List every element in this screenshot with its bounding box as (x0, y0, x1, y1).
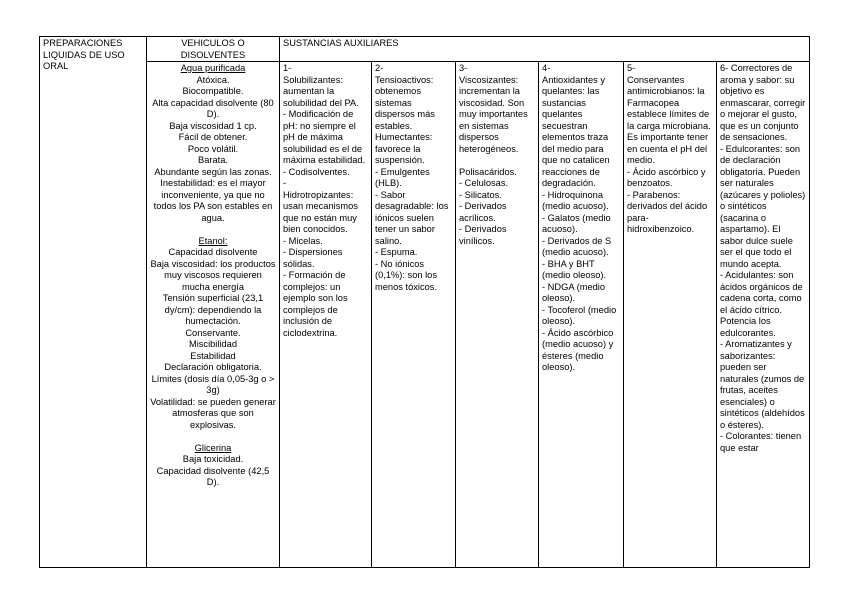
sustancias-header-cell (280, 37, 810, 62)
tensioactivos-text: 2- Tensioactivos: obtenemos sistemas dispersos más estables. Humectantes: favorece la suspensión. - Emulgentes (HLB). - Sabor desagradable: los iónicos suelen tener un sabor salino. - Espuma. - No iónicos (0,1%): son los menos tóxicos. (375, 63, 449, 292)
conservantes-cell (624, 62, 717, 568)
etanol-text: Capacidad disolvente Baja viscosidad: los productos muy viscosos requieren mucha energía Tensión superficial (23,1 dy/cm): dependiendo la humectación. Conservante. Miscibilidad Estabilidad Declaración obligatoria. Límites (dosis día 0,05-3g o > 3g) Volatilidad: se pueden generar atmosferas que son explosivas. (150, 247, 276, 430)
solubilizantes-cell (280, 62, 372, 568)
correctores-text: 6- Correctores de aroma y sabor: su objetivo es enmascarar, corregir o mejorar el gusto, que es un conjunto de sensaciones. - Edulcorantes: son de declaración obligatoria. Pueden ser naturales (azúcares y polioles) o sintéticos (sacarina o aspartamo). El sabor dulce suele ser el que todo el mundo acepta. - Acidulantes: son ácidos orgánicos de cadena corta, como el ácido cítrico. Potencia los edulcorantes. - Aromatizantes y saborizantes: pueden ser naturales (zumos de frutas, aceites esenciales) o sintéticos (aldehídos o ésteres). - Colorantes: tienen que estar (720, 63, 806, 453)
auxiliary-substances-table (39, 36, 810, 568)
sustancias-header: SUSTANCIAS AUXILIARES (283, 38, 399, 48)
preparaciones-cell (40, 37, 147, 568)
content-row (40, 62, 810, 568)
vehiculos-header: VEHICULOS O DISOLVENTES (180, 38, 246, 60)
vehiculos-cell (147, 62, 280, 568)
antioxidantes-text: 4- Antioxidantes y quelantes: las sustancias quelantes secuestran elementos traza del medio para que no catalicen reacciones de degradación. - Hidroquinona (medio acuoso). - Galatos (medio acuoso). - Derivados de S (medio acuoso). - BHA y BHT (medio oleoso). - NDGA (medio oleoso). - Tocoferol (medio oleoso). - Ácido ascórbico (medio acuoso) y ésteres (medio oleoso). (542, 63, 617, 372)
glicerina-text: Baja toxicidad. Capacidad disolvente (42,5 D). (156, 454, 270, 487)
glicerina-title: Glicerina (194, 442, 232, 453)
agua-text: Atóxica. Biocompatible. Alta capacidad disolvente (80 D). Baja viscosidad 1 cp. Fácil de obtener. Poco volátil. Barata. Abundante según las zonas. Inestabilidad: es el mayor inconveniente, ya que no todos los PA son estables en agua. (152, 74, 274, 223)
preparaciones-header: PREPARACIONES LIQUIDAS DE USO ORAL (43, 38, 125, 71)
solubilizantes-text: 1- Solubilizantes: aumentan la solubilidad del PA. - Modificación de pH: no siempre el pH de máxima solubilidad es el de máxima estabilidad. - Codisolventes. - Hidrotropizantes: usan mecanismos que no están muy bien conocidos. - Micelas. - Dispersiones sólidas. - Formación de complejos: un ejemplo son los complejos de inclusión de ciclodextrina. (283, 63, 366, 338)
vehiculos-header-cell (147, 37, 280, 62)
antioxidantes-cell (539, 62, 624, 568)
etanol-title: Etanol: (198, 235, 228, 246)
viscosizantes-text: 3- Viscosizantes: incrementan la viscosidad. Son muy importantes en sistemas dispersos heterogéneos. Polisacáridos. - Celulosas. - Silicatos. - Derivados acrílicos. - Derivados vinílicos. (459, 63, 528, 246)
viscosizantes-cell (456, 62, 539, 568)
tensioactivos-cell (372, 62, 456, 568)
correctores-cell (717, 62, 810, 568)
conservantes-text: 5- Conservantes antimicrobianos: la Farmacopea establece límites de la carga microbiana. Es importante tener en cuenta el pH del medio. - Ácido ascórbico y benzoatos. - Parabenos: derivados del ácido para-hidroxibenzoico. (627, 63, 711, 234)
agua-title: Agua purificada (180, 63, 246, 73)
header-row (40, 37, 810, 62)
